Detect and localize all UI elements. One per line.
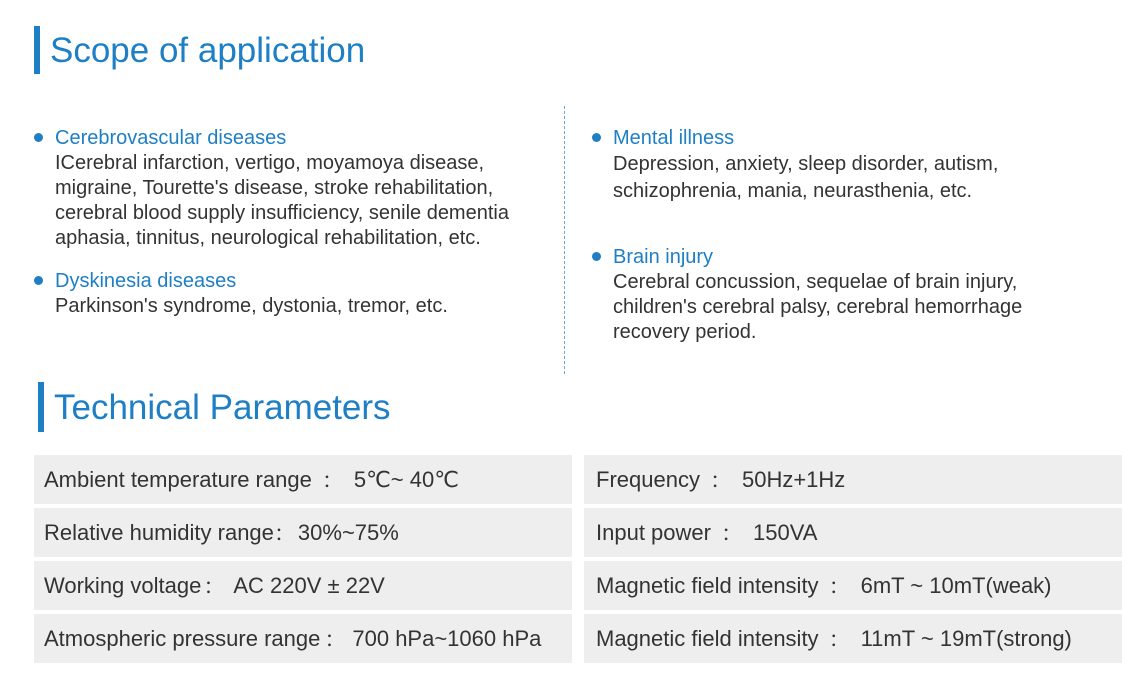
param-separator: ： <box>828 574 851 599</box>
scope-item-name: Brain injury <box>613 246 714 268</box>
param-label: Input power <box>596 519 711 545</box>
param-label: Ambient temperature range <box>44 466 312 492</box>
bullet-icon <box>34 276 43 285</box>
param-row <box>584 508 1122 557</box>
param-separator: ： <box>321 468 344 493</box>
scope-item-mental-illness <box>592 126 1092 205</box>
param-value: AC 220V ± 22V <box>233 572 385 598</box>
scope-title: Scope of application <box>50 30 366 70</box>
technical-title: Technical Parameters <box>54 387 391 427</box>
scope-heading <box>34 26 365 74</box>
bullet-icon <box>34 133 43 142</box>
scope-left-column <box>34 126 559 319</box>
param-separator: ： <box>324 627 347 652</box>
param-label: Magnetic field intensity <box>596 625 819 651</box>
param-row <box>584 455 1122 504</box>
param-value: 5℃~ 40℃ <box>353 466 459 492</box>
scope-item-name: Dyskinesia diseases <box>55 270 237 292</box>
scope-item-cerebrovascular <box>34 126 559 251</box>
param-row <box>34 561 572 610</box>
param-row <box>584 614 1122 663</box>
scope-item-dyskinesia <box>34 269 559 319</box>
param-separator: ： <box>720 521 743 546</box>
param-separator: ： <box>273 521 296 546</box>
column-divider <box>564 106 565 374</box>
param-value: 50Hz+1Hz <box>741 466 846 492</box>
param-separator: ： <box>203 574 226 599</box>
param-row <box>34 614 572 663</box>
param-value: 6mT ~ 10mT(weak) <box>860 572 1052 598</box>
param-label: Frequency <box>596 466 700 492</box>
param-row <box>584 561 1122 610</box>
scope-item-brain-injury <box>592 245 1092 345</box>
scope-item-description: Cerebral concussion, sequelae of brain injury, children's cerebral palsy, cerebral hemorrhage recovery period. <box>613 271 1023 343</box>
param-label: Working voltage <box>44 572 202 598</box>
param-row <box>34 455 572 504</box>
scope-item-description: ICerebral infarction, vertigo, moyamoya disease, migraine, Tourette's disease, stroke rehabilitation, cerebral blood supply insufficiency, senile dementia aphasia, tinnitus, neurological rehabilitation, etc. <box>55 152 509 249</box>
param-label: Atmospheric pressure range <box>44 625 321 651</box>
scope-item-name: Cerebrovascular diseases <box>55 127 287 149</box>
scope-item-description: Depression, anxiety, sleep disorder, autism, schizophrenia, mania, neurasthenia, etc. <box>613 153 999 202</box>
param-label: Relative humidity range <box>44 519 274 545</box>
heading-accent-bar <box>38 382 44 432</box>
param-value: 700 hPa~1060 hPa <box>352 625 542 651</box>
heading-accent-bar <box>34 26 40 74</box>
param-value: 150VA <box>752 519 818 545</box>
param-value: 30%~75% <box>297 519 399 545</box>
param-row <box>34 508 572 557</box>
param-label: Magnetic field intensity <box>596 572 819 598</box>
param-value: 11mT ~ 19mT(strong) <box>860 625 1072 651</box>
bullet-icon <box>592 252 601 261</box>
param-separator: ： <box>828 627 851 652</box>
scope-right-column <box>592 126 1092 345</box>
scope-item-name: Mental illness <box>613 127 735 149</box>
param-separator: ： <box>709 468 732 493</box>
bullet-icon <box>592 133 601 142</box>
technical-heading <box>38 382 391 432</box>
scope-item-description: Parkinson's syndrome, dystonia, tremor, etc. <box>55 295 448 317</box>
